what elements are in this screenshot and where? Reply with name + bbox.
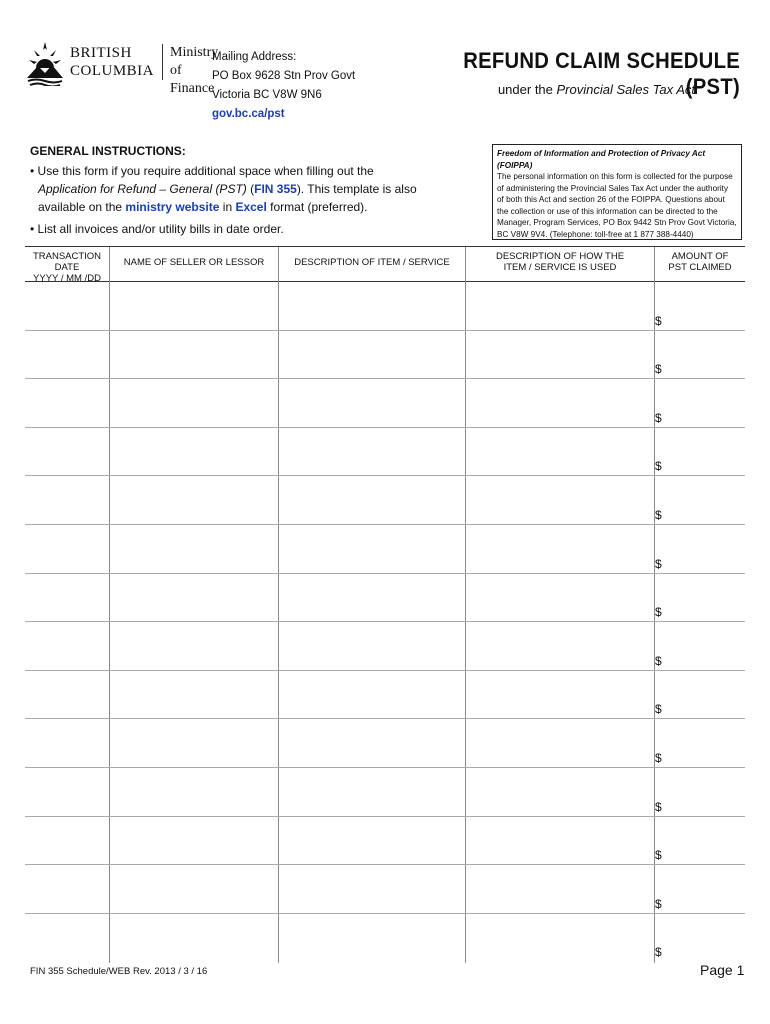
table-row[interactable] (25, 864, 745, 914)
table-row[interactable] (25, 718, 745, 768)
header-description: DESCRIPTION OF ITEM / SERVICE (294, 257, 450, 268)
header-line: ITEM / SERVICE IS USED (503, 262, 617, 273)
table-row[interactable] (25, 816, 745, 866)
currency-symbol: $ (655, 605, 662, 620)
instructions-heading: GENERAL INSTRUCTIONS: (30, 144, 186, 158)
instruction-1-line-2 (30, 180, 450, 198)
logo-line-1: BRITISH (70, 45, 132, 61)
table-header (25, 247, 745, 282)
header-transaction-date (25, 251, 109, 284)
currency-symbol: $ (655, 750, 662, 765)
currency-symbol: $ (655, 313, 662, 328)
table-row[interactable] (25, 670, 745, 720)
table-row[interactable] (25, 330, 745, 380)
logo-divider (162, 44, 163, 80)
act-name: Provincial Sales Tax Act (556, 82, 695, 97)
province-name (70, 44, 154, 80)
text: available on the (38, 200, 126, 214)
bc-sun-mountain-icon (26, 38, 64, 86)
currency-symbol: $ (655, 653, 662, 668)
currency-symbol: $ (655, 702, 662, 717)
foippa-heading: Freedom of Information and Protection of Privacy Act (FOIPPA) (497, 149, 706, 170)
general-instructions (30, 142, 450, 238)
instruction-2: • List all invoices and/or utility bills in date order. (30, 222, 284, 236)
currency-symbol: $ (655, 410, 662, 425)
header-amount (655, 251, 745, 273)
form-subtitle (410, 82, 695, 97)
fin355-title: Application for Refund – General (PST) (38, 182, 247, 196)
header-line: AMOUNT OF (671, 251, 729, 262)
mailing-line-2: Victoria BC V8W 9N6 (212, 89, 322, 101)
header-line: YYYY / MM /DD (33, 273, 101, 284)
header-line: PST CLAIMED (668, 262, 732, 273)
currency-symbol: $ (655, 556, 662, 571)
currency-symbol: $ (655, 799, 662, 814)
table-row[interactable] (25, 573, 745, 623)
text: ). This template is also (296, 182, 417, 196)
mailing-address (212, 48, 355, 124)
fin355-link[interactable]: FIN 355 (254, 182, 297, 196)
header-usage (466, 251, 654, 273)
table-row[interactable] (25, 281, 745, 331)
refund-schedule-table (25, 246, 745, 963)
subtitle-prefix: under the (497, 82, 557, 97)
currency-symbol: $ (655, 896, 662, 911)
excel-link[interactable]: Excel (235, 200, 267, 214)
text: ( (246, 182, 255, 196)
foippa-notice (492, 144, 742, 240)
form-title: REFUND CLAIM SCHEDULE (PST) (463, 48, 740, 99)
currency-symbol: $ (655, 945, 662, 960)
ministry-line-1: Ministry of (170, 45, 219, 78)
table-row[interactable] (25, 621, 745, 671)
text: in (219, 200, 236, 214)
table-row[interactable] (25, 767, 745, 817)
header-line: TRANSACTION DATE (32, 251, 102, 273)
header-line: DESCRIPTION OF HOW THE (495, 251, 625, 262)
logo-line-2: COLUMBIA (70, 63, 155, 79)
mailing-line-1: PO Box 9628 Stn Prov Govt (212, 70, 356, 82)
instruction-1-line-1: • Use this form if you require additional space when filling out the (30, 164, 374, 178)
website-link[interactable]: gov.bc.ca/pst (212, 108, 285, 120)
table-row[interactable] (25, 524, 745, 574)
currency-symbol: $ (655, 507, 662, 522)
text: format (preferred). (266, 200, 368, 214)
mailing-label: Mailing Address: (212, 51, 297, 63)
page-number: Page 1 (700, 962, 745, 978)
currency-symbol: $ (655, 362, 662, 377)
ministry-website-link[interactable]: ministry website (125, 200, 220, 214)
table-row[interactable] (25, 913, 745, 962)
foippa-body: The personal information on this form is collected for the purpose of administering the Provincial Sales Tax Act under the authority of both this Act and section 26 of the FOIPPA. Questions about the collection or use of this information can be directed to the Manager, Program Services, PO Box 9442 Stn Prov Govt Victoria, BC V8W 9V4. (Telephone: toll-free at 1 877 388-4440) (497, 172, 737, 239)
table-row[interactable] (25, 427, 745, 477)
ministry-name (170, 44, 218, 98)
currency-symbol: $ (655, 459, 662, 474)
currency-symbol: $ (655, 848, 662, 863)
table-row[interactable] (25, 378, 745, 428)
header-seller: NAME OF SELLER OR LESSOR (123, 257, 265, 268)
bc-logo (26, 38, 219, 96)
table-row[interactable] (25, 475, 745, 525)
instruction-1-line-3 (30, 198, 450, 216)
ministry-line-2: Finance (170, 81, 215, 96)
form-id: FIN 355 Schedule/WEB Rev. 2013 / 3 / 16 (30, 966, 208, 977)
